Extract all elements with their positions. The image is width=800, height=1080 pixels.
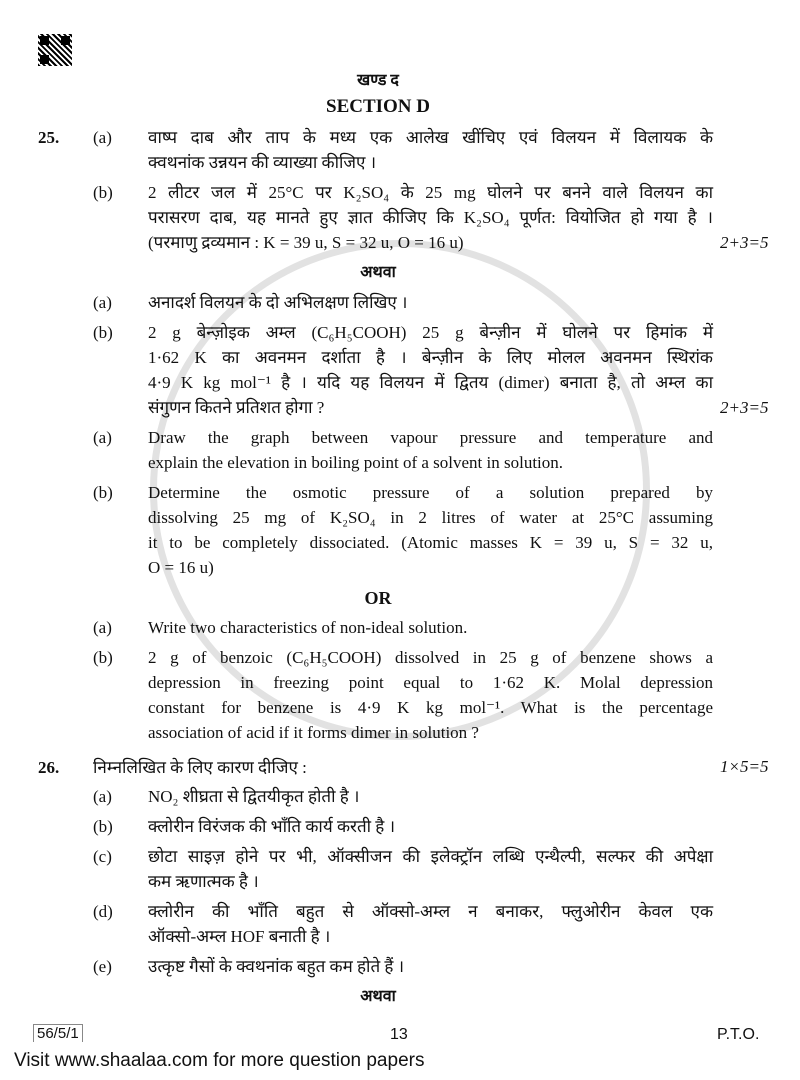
footer	[33, 1024, 763, 1048]
question-number	[38, 815, 93, 840]
q25-hi-part-b-line: (परमाणु द्रव्यमान : K = 39 u, S = 32 u, O = 16 u)	[148, 233, 464, 252]
visit-link[interactable]: Visit www.shaalaa.com for more question papers	[14, 1050, 425, 1071]
q26-part-body	[148, 845, 713, 895]
q25-en-or-part-a	[38, 616, 758, 641]
question-number: 25.	[38, 128, 60, 147]
question-number	[38, 181, 93, 256]
q26-part-body	[148, 785, 713, 810]
q25-en-or-part-b-line: association of acid if it forms dimer in solution ?	[148, 723, 479, 742]
pto-label: P.T.O.	[717, 1026, 760, 1043]
q25-hi-or-part-b-line: 1·62 K का अवनमन दर्शाता है । बेन्ज़ीन के लिए मोलल अवनमन स्थिरांक	[148, 348, 713, 367]
q26-part-body	[148, 955, 713, 980]
q26-part	[38, 815, 758, 840]
q25-en-part-a-body	[148, 426, 713, 476]
q25-hi-or-part-b-line: 2 g बेन्ज़ोइक अम्ल (C₆H₅COOH) 25 g बेन्ज़ीन में घोलने पर हिमांक में	[148, 323, 713, 342]
q25-en-or-part-b-line: depression in freezing point equal to 1·62 K. Molal depression	[148, 673, 713, 692]
q25-en-or-part-b-label: (b)	[93, 648, 113, 667]
q25-en-part-b-line: dissolving 25 mg of K₂SO₄ in 2 litres of water at 25°C assuming	[148, 508, 713, 527]
q25-hi-part-b-body	[148, 181, 713, 256]
marks: 2+3=5	[720, 233, 769, 252]
question-number	[38, 785, 93, 810]
marks: 2+3=5	[720, 398, 769, 417]
marks: 1×5=5	[720, 757, 769, 776]
section-title: SECTION D	[326, 96, 430, 117]
q26-part-label: (e)	[93, 957, 112, 976]
q25-en-or-part-a-label: (a)	[93, 618, 112, 637]
q25-hi-part-a-line: वाष्प दाब और ताप के मध्य एक आलेख खींचिए एवं विलयन में विलायक के	[148, 128, 713, 147]
q25-hi-or-part-b	[38, 321, 769, 421]
page-number: 13	[390, 1026, 408, 1043]
q25-en-part-a-label: (a)	[93, 428, 112, 447]
q25-hi-or-part-b-line: संगुणन कितने प्रतिशत होगा ?	[148, 398, 325, 417]
q26-part-line: छोटा साइज़ होने पर भी, ऑक्सीजन की इलेक्ट्रॉन लब्धि एन्थैल्पी, सल्फर की अपेक्षा	[148, 847, 713, 866]
q25-hi-part-b-label: (b)	[93, 183, 113, 202]
question-number	[38, 426, 93, 476]
q25-en-or-part-b-line: 2 g of benzoic (C₆H₅COOH) dissolved in 25 g of benzene shows a	[148, 648, 713, 667]
q25-en-or-part-a-body	[148, 616, 713, 641]
q26-part	[38, 900, 758, 950]
question-number	[38, 616, 93, 641]
q25-hi-or-part-b-line: 4·9 K kg mol⁻¹ है । यदि यह विलयन में द्वितय (dimer) बनाता है, तो अम्ल का	[148, 373, 713, 392]
q26-part-line: क्लोरीन विरंजक की भाँति कार्य करती है ।	[148, 817, 396, 836]
q25-en-or-part-b	[38, 646, 758, 746]
q25-hi-part-b-line: 2 लीटर जल में 25°C पर K₂SO₄ के 25 mg घोलने पर बनने वाले विलयन का	[148, 183, 713, 202]
q26-part-line: कम ऋणात्मक है ।	[148, 872, 259, 891]
q25-en-part-b-label: (b)	[93, 483, 113, 502]
question-number	[38, 646, 93, 746]
q26-part-line: क्लोरीन की भाँति बहुत से ऑक्सो-अम्ल न बनाकर, फ्लुओरीन केवल एक	[148, 902, 713, 921]
question-number	[38, 845, 93, 895]
q25-hi-or-part-b-body	[148, 321, 713, 421]
q26-part-label: (a)	[93, 787, 112, 806]
question-number	[38, 955, 93, 980]
q25-en-or-part-a-line: Write two characteristics of non-ideal solution.	[148, 618, 468, 637]
question-number	[38, 481, 93, 581]
question-number	[38, 291, 93, 316]
q25-en-part-a	[38, 426, 758, 476]
q25-hi-part-b	[38, 181, 769, 256]
q26-part	[38, 785, 758, 810]
question-number	[38, 321, 93, 421]
paper-code: 56/5/1	[33, 1024, 83, 1042]
q25-hi-or-part-a-label: (a)	[93, 293, 112, 312]
q26-part-line: ऑक्सो-अम्ल HOF बनाती है ।	[148, 927, 331, 946]
q26-intro: निम्नलिखित के लिए कारण दीजिए :	[93, 758, 307, 777]
q26-part	[38, 955, 758, 980]
q25-hi-part-a-line: क्वथनांक उन्नयन की व्याख्या कीजिए ।	[148, 153, 377, 172]
q26-part-body	[148, 900, 713, 950]
q25-hi-or-part-a-body	[148, 291, 713, 316]
q25-hi-or-part-a	[38, 291, 758, 316]
q25-en-part-a-line: Draw the graph between vapour pressure and temperature and	[148, 428, 713, 447]
q26-part	[38, 845, 758, 895]
question-number: 26.	[38, 758, 60, 777]
question-number	[38, 900, 93, 950]
q25-hi-or-part-a-line: अनादर्श विलयन के दो अभिलक्षण लिखिए ।	[148, 293, 408, 312]
or-divider: OR	[364, 588, 392, 608]
q25-en-part-b	[38, 481, 758, 581]
q26-part-label: (d)	[93, 902, 113, 921]
q26-part-label: (b)	[93, 817, 113, 836]
q26-part-body	[148, 815, 713, 840]
questions	[38, 126, 769, 1010]
q25-en-part-b-line: O = 16 u)	[148, 558, 214, 577]
q25-hi-or-part-b-label: (b)	[93, 323, 113, 342]
q25-en-part-b-body	[148, 481, 713, 581]
q26-part-line: उत्कृष्ट गैसों के क्वथनांक बहुत कम होते हैं ।	[148, 957, 405, 976]
q25-hi-part-b-line: परासरण दाब, यह मानते हुए ज्ञात कीजिए कि K₂SO₄ पूर्णत: वियोजित हो गया है ।	[148, 208, 713, 227]
q25-en-part-b-line: Determine the osmotic pressure of a solution prepared by	[148, 483, 713, 502]
q26-part-line: NO₂ शीघ्रता से द्वितयीकृत होती है ।	[148, 787, 360, 806]
q25-hi-part-a-label: (a)	[93, 128, 112, 147]
q25-en-or-part-b-line: constant for benzene is 4·9 K kg mol⁻¹. What is the percentage	[148, 698, 713, 717]
section-title-hindi: खण्ड द	[357, 72, 399, 89]
q25-en-part-b-line: it to be completely dissociated. (Atomic masses K = 39 u, S = 32 u,	[148, 533, 713, 552]
q26-part-label: (c)	[93, 847, 112, 866]
q26-intro-row	[38, 756, 769, 780]
q25-en-part-a-line: explain the elevation in boiling point of a solvent in solution.	[148, 453, 564, 472]
q25-hi-part-a-body	[148, 126, 713, 176]
or-divider: अथवा	[360, 264, 396, 281]
or-divider: अथवा	[360, 988, 396, 1005]
q25-hi-part-a	[38, 126, 758, 176]
q25-en-or-part-b-body	[148, 646, 713, 746]
